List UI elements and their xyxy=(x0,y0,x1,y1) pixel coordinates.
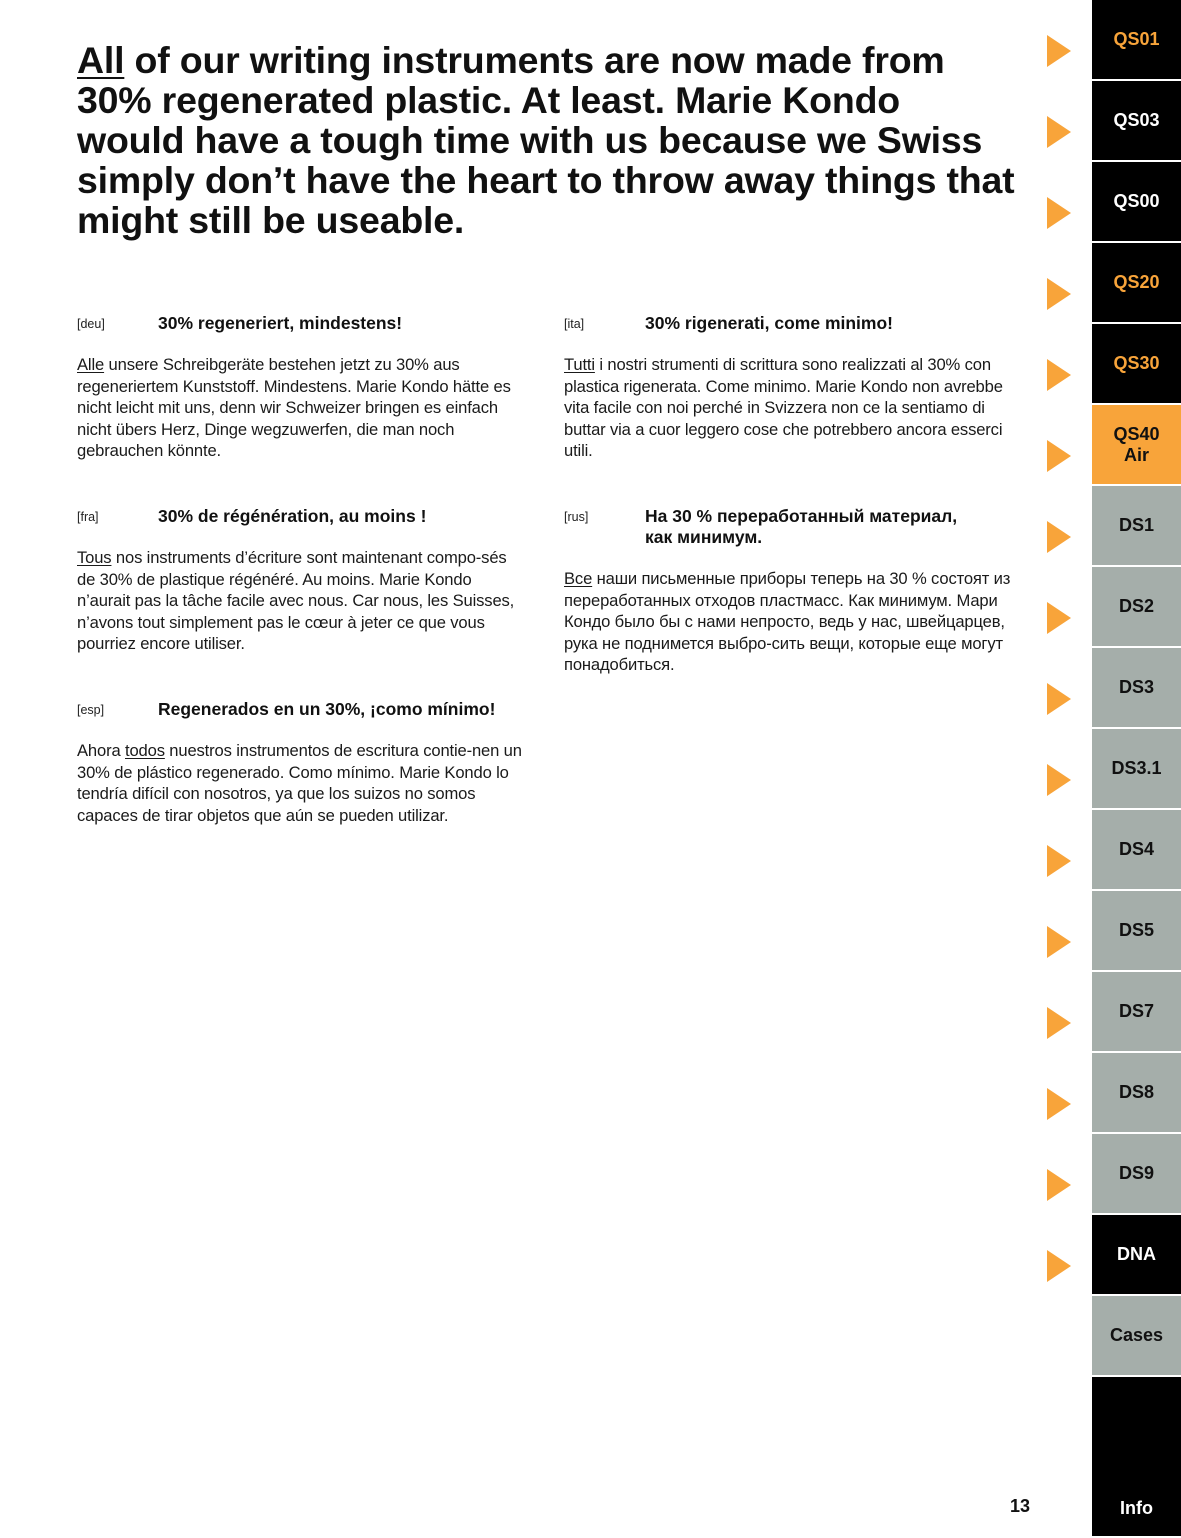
tab-cases[interactable] xyxy=(1092,1296,1181,1377)
tab-label: QS01 xyxy=(1113,29,1160,49)
tab-qs20[interactable] xyxy=(1092,243,1181,324)
tab-label: DS3 xyxy=(1118,677,1154,697)
tab-label: DS8 xyxy=(1118,1082,1154,1102)
section-title: Regenerados en un 30%, ¡como mínimo! xyxy=(158,699,496,719)
tab-label: DS2 xyxy=(1118,596,1154,616)
arrow-icon[interactable] xyxy=(1047,602,1071,634)
tab-label: Cases xyxy=(1109,1325,1164,1345)
arrow-icon[interactable] xyxy=(1047,845,1071,877)
tab-label: Info xyxy=(1120,1498,1153,1518)
page-number: 13 xyxy=(1010,1496,1031,1516)
tab-label: DS7 xyxy=(1118,1001,1154,1021)
section-title: 30% regeneriert, mindestens! xyxy=(158,313,403,333)
section-title: На 30 % переработанный материал, как минимум. xyxy=(645,506,958,547)
body-lead: Alle xyxy=(77,355,105,374)
language-code: [deu] xyxy=(77,317,105,331)
tab-label: DS4 xyxy=(1118,839,1154,859)
body-text: unsere Schreibgeräte bestehen jetzt zu 30% aus regeneriertem Kunststoff. Mindestens. Marie Kondo hätte es nicht leicht mit uns, denn wir Schweizer bringen es einfach nicht übers Herz, Dinge wegzuwerfen, die man noch gebrauchen könnte. xyxy=(77,355,511,461)
arrow-icon[interactable] xyxy=(1047,1088,1071,1120)
body-lead: Tutti xyxy=(564,355,595,374)
section-title: 30% de régénération, au moins ! xyxy=(158,506,427,526)
tab-ds3-1[interactable] xyxy=(1092,729,1181,810)
tab-ds8[interactable] xyxy=(1092,1053,1181,1134)
tab-qs00[interactable] xyxy=(1092,162,1181,243)
tab-qs03[interactable] xyxy=(1092,81,1181,162)
arrow-icon[interactable] xyxy=(1047,521,1071,553)
tab-ds2[interactable] xyxy=(1092,567,1181,648)
section-title: 30% rigenerati, come minimo! xyxy=(645,313,893,333)
tab-qs01[interactable] xyxy=(1092,0,1181,81)
tab-dna[interactable] xyxy=(1092,1215,1181,1296)
arrow-icon[interactable] xyxy=(1047,683,1071,715)
tab-label: DS9 xyxy=(1118,1163,1154,1183)
arrow-icon[interactable] xyxy=(1047,1169,1071,1201)
tab-ds9[interactable] xyxy=(1092,1134,1181,1215)
tab-ds1[interactable] xyxy=(1092,486,1181,567)
section-body xyxy=(77,547,529,655)
arrow-icon[interactable] xyxy=(1047,278,1071,310)
tab-ds7[interactable] xyxy=(1092,972,1181,1053)
tab-label: DS1 xyxy=(1118,515,1154,535)
arrow-icon[interactable] xyxy=(1047,35,1071,67)
tab-label: DS3.1 xyxy=(1111,758,1162,778)
headline-text: of our writing instruments are now made from 30% regenerated plastic. At least. Marie Kondo would have a tough time with us because we Swiss simply don’t have the heart to throw away things that might still be useable. xyxy=(77,39,1015,241)
tab-qs30[interactable] xyxy=(1092,324,1181,405)
arrow-icon[interactable] xyxy=(1047,926,1071,958)
section-body xyxy=(564,568,1020,676)
tab-label: QS30 xyxy=(1113,353,1160,373)
tab-label: DNA xyxy=(1117,1244,1156,1264)
tab-label: QS00 xyxy=(1113,191,1160,211)
tab-ds3[interactable] xyxy=(1092,648,1181,729)
arrow-icon[interactable] xyxy=(1047,440,1071,472)
section-body xyxy=(564,354,1020,462)
tab-label: QS20 xyxy=(1113,272,1160,292)
arrow-icon[interactable] xyxy=(1047,197,1071,229)
arrow-icon[interactable] xyxy=(1047,764,1071,796)
tab-info[interactable] xyxy=(1092,1377,1181,1538)
language-code: [ita] xyxy=(564,317,585,331)
tab-ds4[interactable] xyxy=(1092,810,1181,891)
tab-ds5[interactable] xyxy=(1092,891,1181,972)
tab-qs40-air[interactable] xyxy=(1092,405,1181,486)
headline-lead: All xyxy=(77,39,125,81)
body-text: i nostri strumenti di scrittura sono realizzati al 30% con plastica rigenerata. Come minimo. Marie Kondo non avrebbe vita facile con noi perché in Svizzera non ce la sentiamo di buttar via a cuor leggero cose che potrebbero ancora esserci utili. xyxy=(564,355,1003,461)
body-lead: todos xyxy=(125,741,165,760)
body-text: nos instruments d’écriture sont maintenant compo-sés de 30% de plastique régénéré. Au moins. Marie Kondo n’aurait pas la tâche facile avec nous. Car nous, les Suisses, n’avons tout simplement pas le cœur à jeter ce que vous pourriez encore utiliser. xyxy=(77,548,515,654)
arrow-icon[interactable] xyxy=(1047,1250,1071,1282)
arrow-icon[interactable] xyxy=(1047,359,1071,391)
body-pre: Ahora xyxy=(77,741,125,760)
tab-label: QS03 xyxy=(1113,110,1160,130)
headline xyxy=(77,40,1017,240)
arrow-icon[interactable] xyxy=(1047,1007,1071,1039)
body-text: nuestros instrumentos de escritura contie-nen un 30% de plástico regenerado. Como mínimo. Marie Kondo lo tendría difícil con nosotros, ya que los suizos no somos capaces de tirar objetos que aún se pueden utilizar. xyxy=(77,741,522,825)
body-lead: Tous xyxy=(77,548,112,567)
body-lead: Все xyxy=(564,569,593,588)
body-text: наши письменные приборы теперь на 30 % состоят из переработанных отходов пластмасс. Как минимум. Мари Кондо было бы с нами непросто, ведь у нас, швейцарцев, рука не поднимется выбро-сить вещи, которые еще могут понадобиться. xyxy=(564,569,1011,675)
tab-label: QS40 Air xyxy=(1113,423,1160,465)
section-body xyxy=(77,740,529,826)
language-code: [esp] xyxy=(77,703,105,717)
section-body xyxy=(77,354,535,462)
language-code: [rus] xyxy=(564,510,589,524)
arrow-icon[interactable] xyxy=(1047,116,1071,148)
tab-label: DS5 xyxy=(1118,920,1154,940)
language-code: [fra] xyxy=(77,510,99,524)
